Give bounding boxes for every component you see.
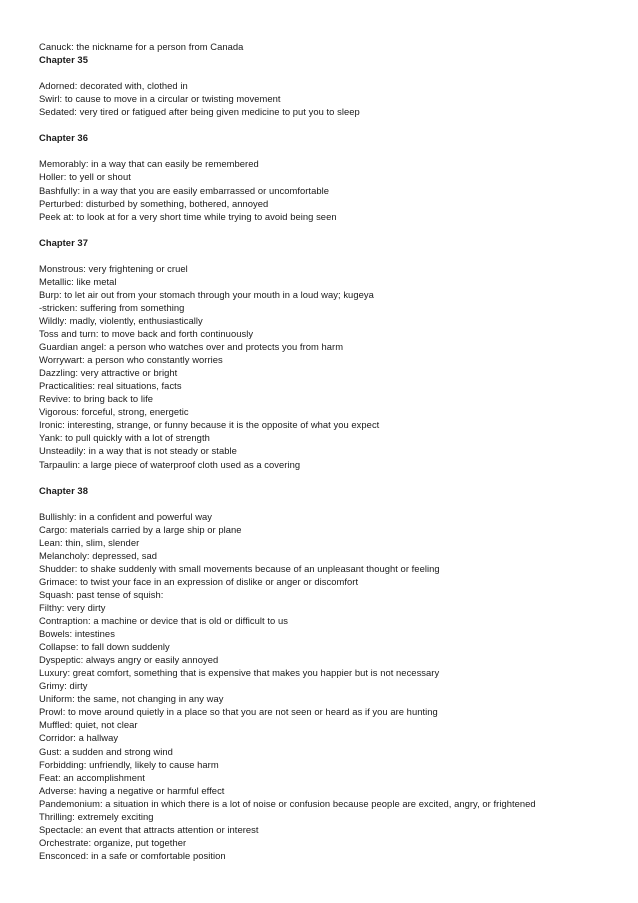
vocabulary-entry: Toss and turn: to move back and forth continuously — [39, 328, 254, 340]
vocabulary-entry: Cargo: materials carried by a large ship or plane — [39, 523, 242, 535]
vocabulary-entry: Collapse: to fall down suddenly — [39, 641, 170, 653]
chapter-heading: Chapter 37 — [39, 236, 88, 248]
blank-line — [39, 497, 619, 510]
vocabulary-entry: Perturbed: disturbed by something, bothered, annoyed — [39, 197, 269, 209]
vocabulary-entry: Thrilling: extremely exciting — [39, 810, 154, 822]
vocabulary-entry: Monstrous: very frightening or cruel — [39, 262, 188, 274]
vocabulary-entry: Metallic: like metal — [39, 275, 117, 287]
vocabulary-entry: Canuck: the nickname for a person from Canada — [39, 41, 244, 52]
vocabulary-entry: Adverse: having a negative or harmful effect — [39, 784, 225, 796]
vocabulary-entry: Ironic: interesting, strange, or funny because it is the opposite of what you expect — [39, 419, 380, 431]
vocabulary-entry: Swirl: to cause to move in a circular or twisting movement — [39, 93, 281, 105]
vocabulary-entry: Gust: a sudden and strong wind — [39, 745, 173, 757]
vocabulary-entry: Corridor: a hallway — [39, 732, 119, 744]
vocabulary-entry: Sedated: very tired or fatigued after being given medicine to put you to sleep — [39, 106, 360, 118]
vocabulary-entry: Dyspeptic: always angry or easily annoyed — [39, 654, 219, 666]
vocabulary-entry: Shudder: to shake suddenly with small movements because of an unpleasant thought or feeling — [39, 562, 440, 574]
vocabulary-entry: Contraption: a machine or device that is old or difficult to us — [39, 615, 288, 627]
vocabulary-entry: Pandemonium: a situation in which there is a lot of noise or confusion because people are excited, angry, or frightened — [39, 797, 536, 809]
vocabulary-entry: Bullishly: in a confident and powerful way — [39, 510, 213, 522]
vocabulary-entry: Vigorous: forceful, strong, energetic — [39, 406, 189, 418]
vocabulary-entry: Practicalities: real situations, facts — [39, 380, 182, 392]
vocabulary-entry: Adorned: decorated with, clothed in — [39, 80, 188, 92]
vocabulary-entry: Bowels: intestines — [39, 628, 115, 640]
vocabulary-entry: Spectacle: an event that attracts attention or interest — [39, 823, 259, 835]
vocabulary-entry: Prowl: to move around quietly in a place so that you are not seen or heard as if you are hunting — [39, 706, 438, 718]
blank-line — [39, 144, 619, 157]
vocabulary-entry: Ensconced: in a safe or comfortable position — [39, 849, 226, 861]
vocabulary-entry: Worrywart: a person who constantly worries — [39, 354, 223, 366]
vocabulary-entry: Peek at: to look at for a very short time while trying to avoid being seen — [39, 210, 337, 222]
document-page — [39, 40, 619, 862]
vocabulary-entry: Burp: to let air out from your stomach through your mouth in a loud way; kugeya — [39, 288, 374, 300]
vocabulary-entry: Forbidding: unfriendly, likely to cause harm — [39, 758, 219, 770]
vocabulary-entry: Guardian angel: a person who watches over and protects you from harm — [39, 341, 344, 353]
vocabulary-entry: Uniform: the same, not changing in any way — [39, 693, 224, 705]
vocabulary-entry: Tarpaulin: a large piece of waterproof cloth used as a covering — [39, 458, 301, 470]
vocabulary-entry: Lean: thin, slim, slender — [39, 536, 140, 548]
vocabulary-entry: Memorably: in a way that can easily be remembered — [39, 158, 259, 170]
vocabulary-entry: -stricken: suffering from something — [39, 301, 185, 313]
vocabulary-entry: Yank: to pull quickly with a lot of strength — [39, 432, 210, 444]
blank-line — [39, 223, 619, 236]
vocabulary-entry: Feat: an accomplishment — [39, 771, 145, 783]
vocabulary-entry: Grimace: to twist your face in an expression of dislike or anger or discomfort — [39, 575, 359, 587]
blank-line — [39, 118, 619, 131]
chapter-heading: Chapter 36 — [39, 132, 88, 144]
vocabulary-entry: Wildly: madly, violently, enthusiastically — [39, 314, 203, 326]
chapter-heading: Chapter 38 — [39, 484, 88, 496]
vocabulary-entry: Revive: to bring back to life — [39, 393, 154, 405]
vocabulary-entry: Muffled: quiet, not clear — [39, 719, 138, 731]
vocabulary-entry: Squash: past tense of squish: — [39, 588, 164, 600]
vocabulary-entry: Luxury: great comfort, something that is expensive that makes you happier but is not necessary — [39, 667, 440, 679]
vocabulary-entry: Dazzling: very attractive or bright — [39, 367, 178, 379]
blank-line — [39, 471, 619, 484]
vocabulary-entry: Holler: to yell or shout — [39, 171, 131, 183]
vocabulary-entry: Filthy: very dirty — [39, 602, 106, 614]
chapter-heading: Chapter 35 — [39, 54, 88, 66]
vocabulary-entry: Melancholy: depressed, sad — [39, 549, 158, 561]
vocabulary-entry: Grimy: dirty — [39, 680, 88, 692]
vocabulary-entry: Bashfully: in a way that you are easily embarrassed or uncomfortable — [39, 184, 330, 196]
vocabulary-entry: Unsteadily: in a way that is not steady or stable — [39, 445, 237, 457]
vocabulary-entry: Orchestrate: organize, put together — [39, 836, 187, 848]
blank-line — [39, 66, 619, 79]
blank-line — [39, 249, 619, 262]
